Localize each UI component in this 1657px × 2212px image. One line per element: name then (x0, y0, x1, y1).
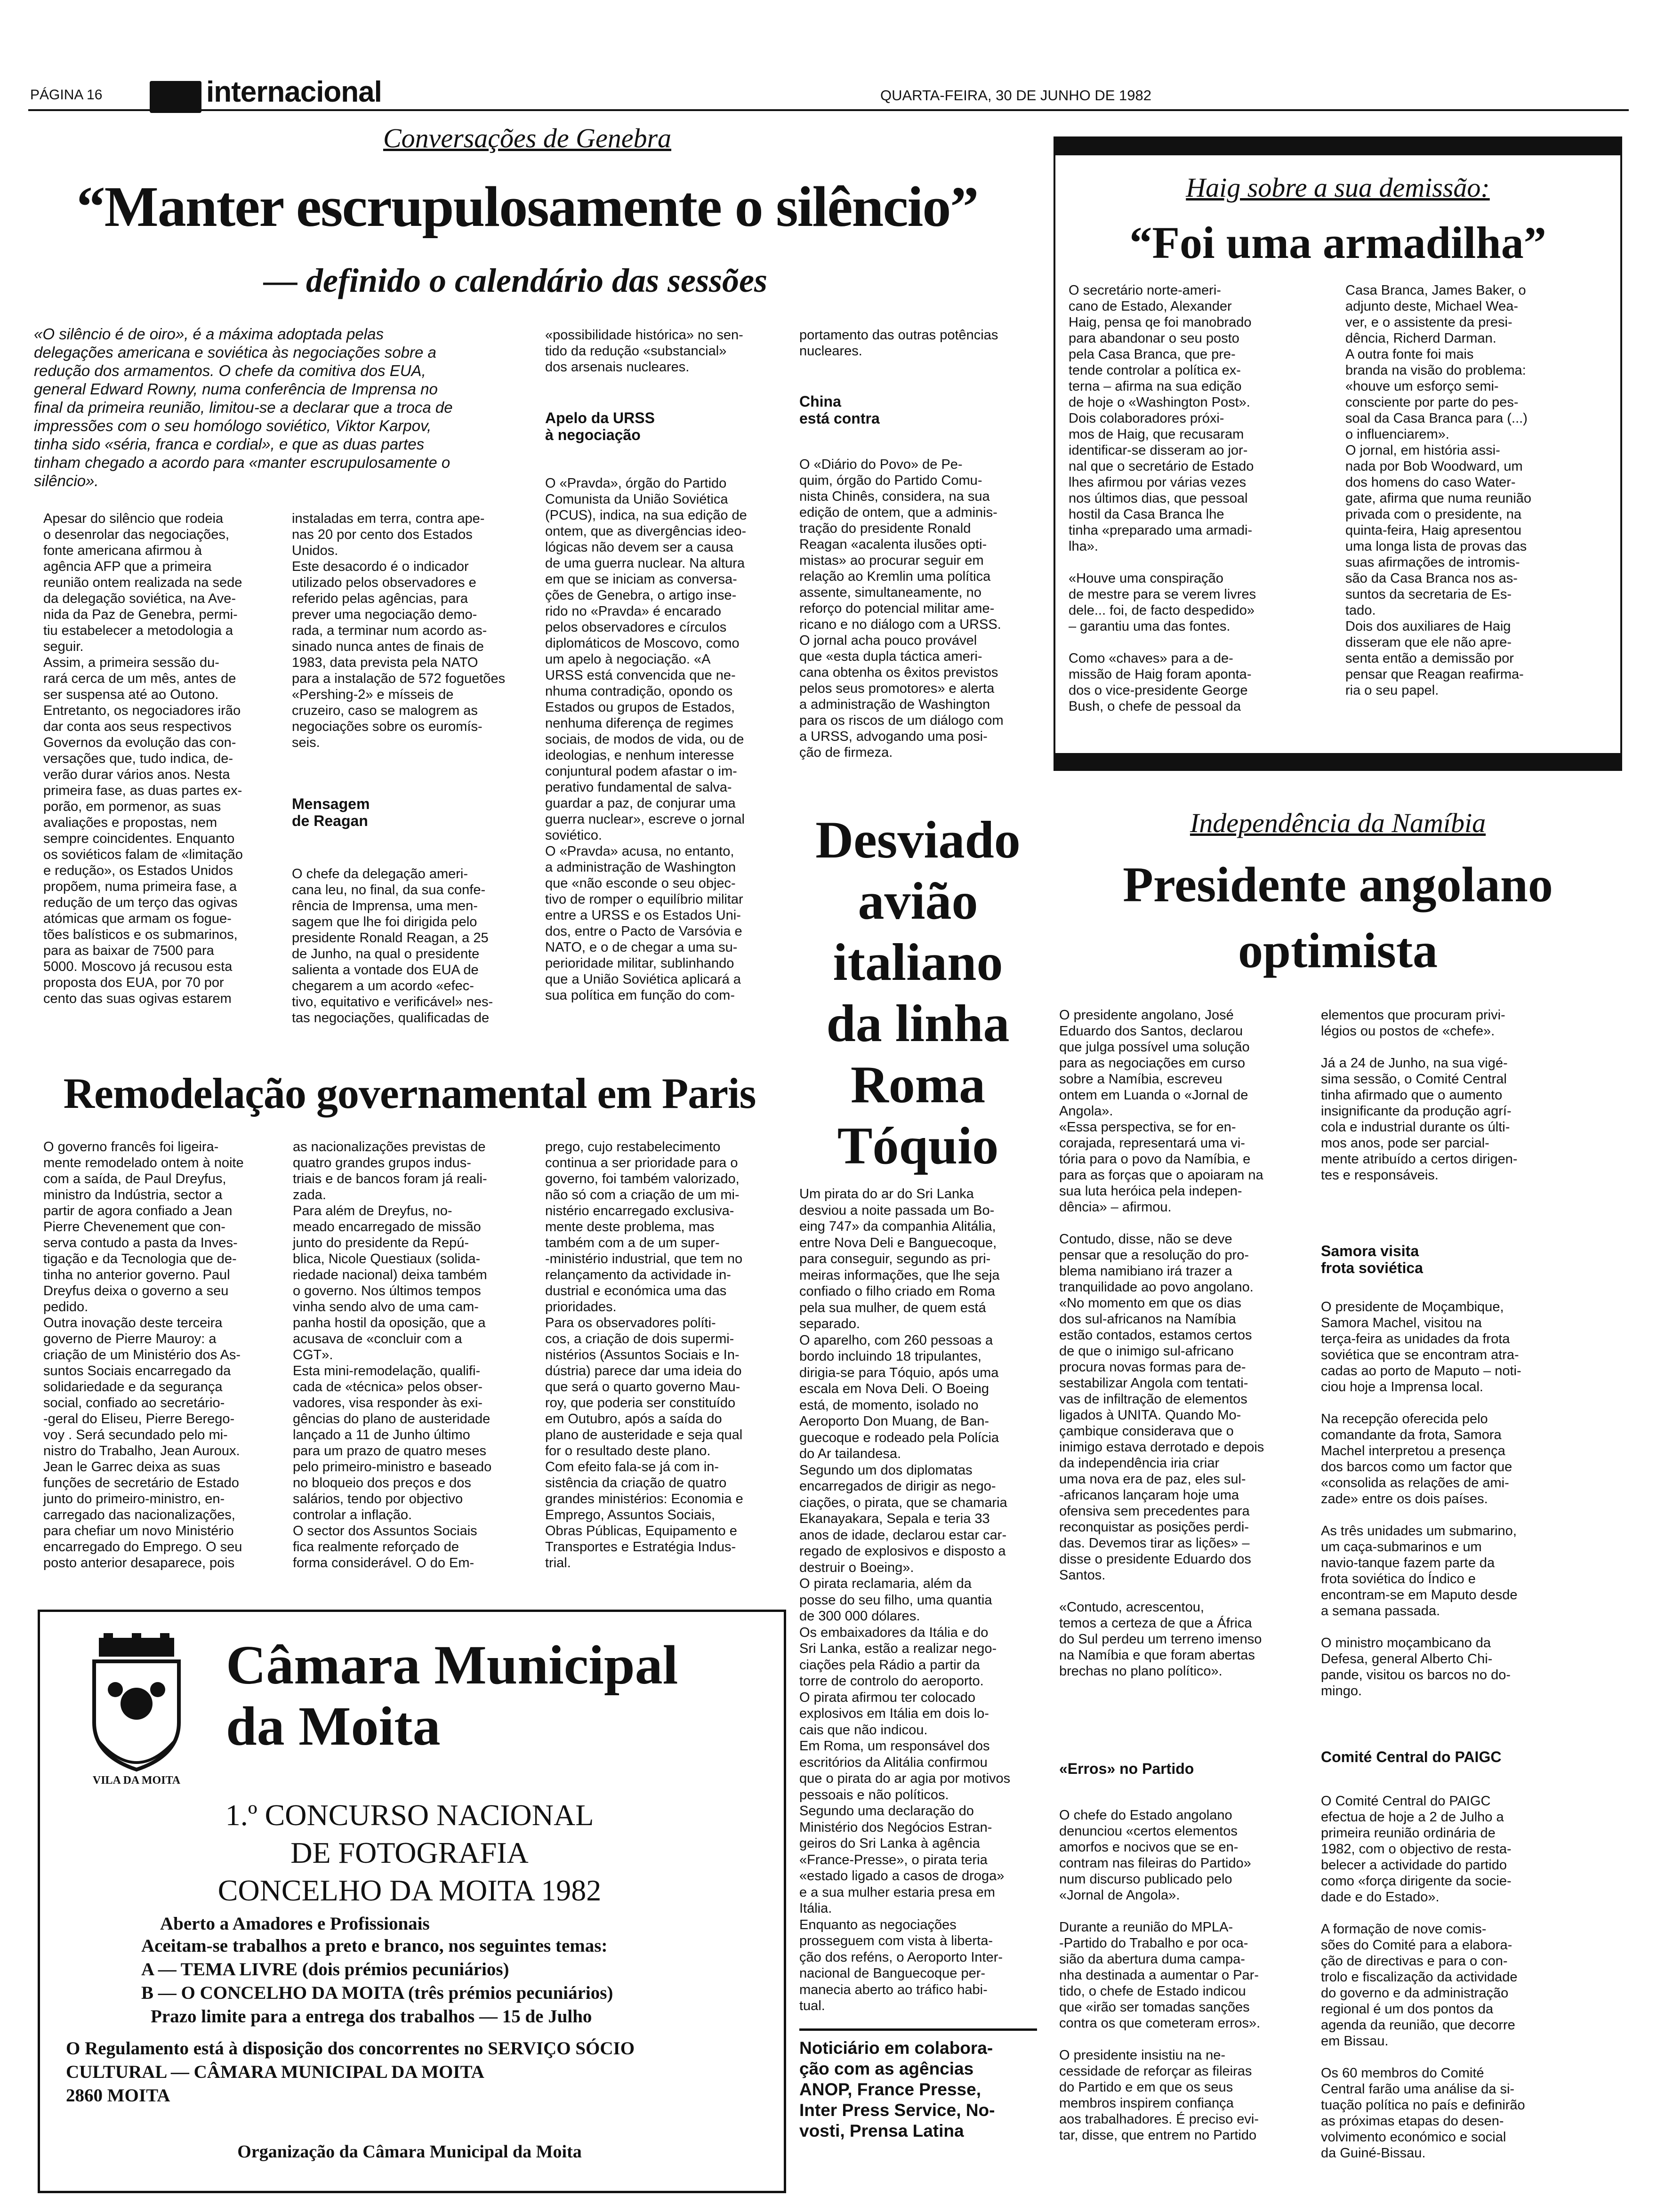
section-name: internacional (206, 76, 382, 108)
aviao-agencies-rule (799, 2028, 1037, 2031)
moita-ad-line-1: Aberto a Amadores e Profissionais (160, 1914, 430, 1934)
aviao-body: Um pirata do ar do Sri Lanka desviou a noite passada um Bo- eing 747» da companhia Alitália, entre Nova Deli e Banguecoque, para conseguir, segundo as pri- meiras informações, que lhe seja confiado o filho criado em Roma pela sua mulher, de quem está separado. O aparelho, com 260 pessoas a bordo incluindo 18 tripulantes, dirigia-se para Tóquio, após uma escala em Nova Deli. O Boeing está, de momento, isolado no Aeroporto Don Muang, de Ban- guecoque e rodeado pela Polícia do Ar tailandesa. Segundo um dos diplomatas encarregados de dirigir as nego- ciações, o pirata, que se chamaria Ekanayakara, Sepala e teria 33 anos de idade, declarou estar car- regado de explosivos e disposto a destruir o Boeing». O pirata reclamaria, além da posse do seu filho, uma quantia de 300 000 dólares. Os embaixadores da Itália e do Sri Lanka, estão a realizar nego- ciações pela Rádio a partir da torre de controlo do aeroporto. O pirata afirmou ter colocado explosivos em Itália em dois lo- cais que não indicou. Em Roma, um responsável dos escritórios da Alitália confirmou que o pirata do ar agia por motivos pessoais e não políticos. Segundo uma declaração do Ministério dos Negócios Estran- geiros do Sri Lanka à agência «France-Presse», o pirata teria «estado ligado a casos de droga» e a sua mulher estaria presa em Itália. Enquanto as negociações prosseguem com vista à liberta- ção dos reféns, o Aeroporto Inter- nacional de Banguecoque per- manecia aberto ao tráfico habi- tual. (799, 1186, 1011, 2013)
genebra-column-4a: portamento das outras potências nucleares. (799, 328, 998, 359)
genebra-column-2a: instaladas em terra, contra ape- nas 20 por cento dos Estados Unidos. Este desacordo é o indicador utilizado pelos observadores e referido pelas agências, para prever uma negociação demo- rada, a terminar num acordo as- sinado nunca antes de finais de 1983, data prevista pela NATO para a instalação de 572 foguetões «Pershing-2» e mísseis de cruzeiro, caso se malogrem as negociações sobre os euromís- seis. (292, 511, 506, 750)
moita-ad-line-5: Prazo limite para a entrega dos trabalhos — 15 de Julho (151, 2006, 592, 2027)
page-number: PÁGINA 16 (30, 87, 103, 103)
namibia-column-1: O presidente angolano, José Eduardo dos Santos, declarou que julga possível uma solução para as negociações em curso sobre a Namíbia, escreveu ontem em Luanda o «Jornal de Angola». «Essa perspectiva, se for en- corajada, representará uma vi- tória para o povo da Namíbia, e para as forças que o apoiaram na sua luta heróica pela indepen- dência» – afirmou. Contudo, disse, não se deve pensar que a resolução do pro- blema namibiano irá trazer a tranquilidade ao povo angolano. «No momento em que os dias dos sul-africanos na Namíbia estão contados, estamos certos de que o inimigo sul-africano procura novas formas para de- sestabilizar Angola com tentati- vas de infiltração de elementos ligados à UNITA. Quando Mo- çambique considerava que o inimigo estava derrotado e depois da independência iria criar uma nova era de paz, eles sul- -africanos lançaram hoje uma ofensiva sem precedentes para reconquistar as posições perdi- das. Devemos tirar as lições» – disse o presidente Eduardo dos Santos. «Contudo, acrescentou, temos a certeza de que a África do Sul perdeu um terreno imenso na Namíbia e que foram abertas brechas no plano político». (1059, 1008, 1264, 1679)
genebra-title: “Manter escrupulosamente o silêncio” (76, 175, 978, 239)
namibia-subhead-paigc: Comité Central do PAIGC (1321, 1748, 1502, 1765)
moita-emblem-ribbon: VILA DA MOITA (92, 1774, 181, 1787)
namibia-subhead-samora: Samora visita frota soviética (1321, 1242, 1423, 1276)
moita-contest-line-2: DE FOTOGRAFIA (290, 1836, 529, 1869)
moita-ad-footer: Organização da Câmara Municipal da Moita (237, 2142, 582, 2162)
paris-column-3: prego, cujo restabelecimento continua a ser prioridade para o governo, foi também valorizado, não só com a criação de um mi- nistério encarregado exclusiva- mente deste problema, mas também com a de um super- -ministério industrial, que tem no relançamento da actividade in- dustrial e económica uma das prioridades. Para os observadores políti- cos, a criação de dois supermi- nistérios (Assuntos Sociais e In- dústria) parece dar uma ideia do que será o quarto governo Mau- roy, que poderia ser constituído em Outubro, após a saída do plano de austeridade e seja qual for o resultado deste plano. Com efeito fala-se já com in- sistência da criação de quatro grandes ministérios: Economia e Emprego, Assuntos Sociais, Obras Públicas, Equipamento e Transportes e Estratégia Indus- trial. (545, 1139, 743, 1571)
moita-coat-of-arms-icon (66, 1633, 207, 1788)
genebra-subhead-china: China está contra (799, 393, 880, 427)
namibia-column-2b: O presidente de Moçambique, Samora Machel, visitou na terça-feira as unidades da frota soviética que se encontram atra- cadas ao porto de Maputo – noti- ciou hoje a Imprensa local. Na recepção oferecida pelo comandante da frota, Samora Machel interpretou a presença dos barcos como um factor que «consolida as relações de ami- zade» entre os dois países. As três unidades um submarino, um caça-submarinos e um navio-tanque fazem parte da frota soviética do Índico e encontram-se em Maputo desde a semana passada. O ministro moçambicano da Defesa, general Alberto Chi- pande, visitou os barcos no do- mingo. (1321, 1299, 1521, 1699)
paris-column-2: as nacionalizações previstas de quatro grandes grupos indus- triais e de bancos foram já reali- zada. Para além de Dreyfus, no- meado encarregado de missão junto do presidente da Repú- blica, Nicole Questiaux (solida- riedade nacional) deixa também o governo. Nos últimos tempos vinha sendo alvo de uma cam- panha hostil da oposição, que a acusava de «concluir com a CGT». Esta mini-remodelação, qualifi- cada de «técnica» pelos obser- vadores, visa responder às exi- gências do plano de austeridade lançado a 11 de Junho último para um prazo de quatro meses pelo primeiro-ministro e baseado no bloqueio dos preços e dos salários, tendo por objectivo controlar a inflação. O sector dos Assuntos Sociais fica realmente reforçado de forma considerável. O do Em- (293, 1139, 492, 1571)
haig-box-bottom-bar (1054, 753, 1622, 771)
namibia-column-2c: O Comité Central do PAIGC efectua de hoje a 2 de Julho a primeira reunião ordinária de 1982, com o objectivo de resta- belecer a actividade do partido como «força dirigente da socie- dade e do Estado». A formação de nove comis- sões do Comité para a elabora- ção de directivas e para o con- trolo e fiscalização da actividade do governo e da administração regional é um dos pontos da agenda da reunião, que decorre em Bissau. Os 60 membros do Comité Central farão uma análise da si- tuação política no país e definirão as próximas etapas do desen- volvimento económico e social da Guiné-Bissau. (1321, 1794, 1525, 2161)
genebra-column-3b: O «Pravda», órgão do Partido Comunista da União Soviética (PCUS), indica, na sua edição de ontem, que as divergências ideo- lógicas não devem ser a causa de uma guerra nuclear. Na altura em que se iniciam as conversa- ções de Genebra, o artigo inse- rido no «Pravda» é encarado pelos observadores e círculos diplomáticos de Moscovo, como um apelo à negociação. «A URSS está convencida que ne- nhuma contradição, opondo os Estados ou grupos de Estados, nenhuma diferença de regimes sociais, de modos de vida, ou de ideologias, e nenhum interesse conjuntural podem afastar o im- perativo fundamental de salva- guardar a paz, de conjurar uma guerra nuclear», escreve o jornal soviético. O «Pravda» acusa, no entanto, a administração de Washington que «não esconde o seu objec- tivo de romper o equilíbrio militar entre a URSS e os Estados Uni- dos, entre o Pacto de Varsóvia e NATO, e o de chegar a uma su- perioridade militar, sublinhando que a União Soviética aplicará a sua política em função do com- (545, 476, 747, 1003)
genebra-column-4b: O «Diário do Povo» de Pe- quim, órgão do Partido Comu- nista Chinês, considera, na sua edição de ontem, que a adminis- tração do presidente Ronald Reagan «acalenta ilusões opti- mistas» ao procurar seguir em relação ao Kremlin uma política assente, simultaneamente, no reforço do potencial militar ame- ricano e no diálogo com a URSS. O jornal acha pouco provável que «esta dupla táctica ameri- cana obtenha os êxitos previstos pelos seus promotores» e alerta a administração de Washington para os riscos de um diálogo com a URSS, advogando uma posi- ção de firmeza. (799, 457, 1004, 760)
namibia-column-2: elementos que procuram privi- légios ou postos de «chefe». Já a 24 de Junho, na sua vigé- sima sessão, o Comité Central tinha afirmado que o aumento insignificante da produção agrí- cola e industrial durante os últi- mos anos, pode ser parcial- mente atribuído a certos dirigen- tes e responsáveis. (1321, 1008, 1518, 1183)
genebra-column-3a: «possibilidade histórica» no sen- tido da redução «substancial» dos arsenais nucleares. (545, 328, 743, 375)
moita-ad-line-8: 2860 MOITA (66, 2085, 170, 2106)
namibia-column-1b: O chefe do Estado angolano denunciou «certos elementos amorfos e nocivos que se en- contram nas fileiras do Partido» num discurso publicado pelo «Jornal de Angola». Durante a reunião do MPLA- -Partido do Trabalho e por oca- sião da abertura duma campa- nha destinada a aumentar o Par- tido, o chefe de Estado indicou que «irão ser tomadas sanções contra os que cometeram erros». O presidente insistiu na ne- cessidade de reforçar as fileiras do Partido e em que os seus membros inspirem confiança aos trabalhadores. É preciso evi- tar, disse, que entrem no Partido (1059, 1808, 1261, 2143)
paris-column-1: O governo francês foi ligeira- mente remodelado ontem à noite com a saída, de Paul Dreyfus, ministro da Indústria, sector a partir de agora confiado a Jean Pierre Chevenement que con- serva contudo a pasta da Inves- tigação e da Tecnologia que de- tinha no anterior governo. Paul Dreyfus deixa o governo a seu pedido. Outra inovação deste terceira governo de Pierre Mauroy: a criação de um Ministério dos As- suntos Sociais encarregado da solidariedade e da segurança social, confiado ao secretário- -geral do Eliseu, Pierre Berego- voy . Será secundado pelo mi- nistro do Trabalho, Jean Auroux. Jean le Garrec deixa as suas funções de secretário de Estado junto do primeiro-ministro, en- carregado das nacionalizações, para chefiar um novo Ministério encarregado do Emprego. O seu posto anterior desaparece, pois (43, 1139, 244, 1571)
page-date: QUARTA-FEIRA, 30 DE JUNHO DE 1982 (880, 87, 1151, 104)
haig-box-top-bar (1054, 136, 1622, 155)
haig-column-2: Casa Branca, James Baker, o adjunto deste, Michael Wea- ver, e o assistente da presi- dência, Richerd Darman. A outra fonte foi mais branda na visão do problema: «houve um esforço semi- consciente por parte do pes- soal da Casa Branca para (...) o influenciarem». O jornal, em história assi- nada por Bob Woodward, um dos homens do caso Water- gate, afirma que numa reunião privada com o presidente, na quinta-feira, Haig apresentou uma longa lista de provas das suas afirmações de intromis- são da Casa Branca nos as- suntos da secretaria de Es- tado. Dois dos auxiliares de Haig disseram que ele não apre- senta então a demissão por pensar que Reagan reafirma- ria o seu papel. (1345, 283, 1531, 698)
haig-title: “Foi uma armadilha” (1129, 217, 1546, 268)
aviao-title: Desviado avião italiano da linha Roma Tóquio (815, 811, 1021, 1175)
moita-contest-line-3: CONCELHO DA MOITA 1982 (217, 1874, 602, 1907)
genebra-kicker: Conversações de Genebra (383, 123, 672, 153)
paris-title: Remodelação governamental em Paris (63, 1069, 756, 1117)
aviao-agencies: Noticiário em colabora- ção com as agências ANOP, France Presse, Inter Press Service, No- vosti, Prensa Latina (799, 2038, 995, 2140)
moita-ad-line-2: Aceitam-se trabalhos a preto e branco, nos seguintes temas: (141, 1936, 608, 1956)
genebra-subhead-reagan: Mensagem de Reagan (292, 795, 370, 829)
namibia-title: Presidente angolano optimista (1123, 857, 1553, 978)
moita-title-1: Câmara Municipal (226, 1634, 678, 1696)
namibia-subhead-erros: «Erros» no Partido (1059, 1760, 1194, 1777)
moita-title-2: da Moita (226, 1695, 441, 1757)
section-logo-icon (150, 81, 201, 113)
genebra-subtitle: — definido o calendário das sessões (264, 262, 767, 299)
header-rule (28, 109, 1629, 111)
haig-column-1: O secretário norte-ameri- cano de Estado, Alexander Haig, pensa qe foi manobrado para abandonar o seu posto pela Casa Branca, que pre- tende controlar a política ex- terna – afirma na sua edição de hoje o «Washington Post». Dois colaboradores próxi- mos de Haig, que recusaram identificar-se disseram ao jor- nal que o secretário de Estado lhes afirmou por várias vezes nos últimos dias, que pessoal hostil da Casa Branca lhe tinha «preparado uma armadi- lha». «Houve uma conspiração de mestre para se verem livres dele... foi, de facto despedido» – garantiu uma das fontes. Como «chaves» para a de- missão de Haig foram aponta- dos o vice-presidente George Bush, o chefe de pessoal da (1069, 283, 1256, 714)
genebra-subhead-urss: Apelo da URSS à negociação (545, 409, 655, 443)
haig-kicker: Haig sobre a sua demissão: (1186, 172, 1490, 203)
namibia-kicker: Independência da Namíbia (1190, 808, 1486, 838)
moita-ad-line-6: O Regulamento está à disposição dos concorrentes no SERVIÇO SÓCIO (66, 2038, 635, 2059)
moita-ad-line-3: A — TEMA LIVRE (dois prémios pecuniários) (141, 1959, 509, 1980)
moita-ad-line-4: B — O CONCELHO DA MOITA (três prémios pecuniários) (141, 1983, 613, 2003)
genebra-column-2b: O chefe da delegação ameri- cana leu, no final, da sua confe- rência de Imprensa, uma men- sagem que lhe foi dirigida pelo presidente Ronald Reagan, a 25 de Junho, na qual o presidente salienta a vontade dos EUA de chegarem a um acordo «efec- tivo, equitativo e verificável» nes- tas negociações, qualificadas de (292, 866, 493, 1026)
moita-contest-line-1: 1.º CONCURSO NACIONAL (225, 1798, 594, 1832)
genebra-lead: «O silêncio é de oiro», é a máxima adoptada pelas delegações americana e soviética às negociações sobre a redução dos armamentos. O chefe da comitiva dos EUA, general Edward Rowny, numa conferência de Imprensa no final da primeira reunião, limitou-se a declarar que a troca de impressões com o seu homólogo soviético, Viktor Karpov, tinha sido «séria, franca e cordial», e que as duas partes tinham chegado a acordo para «manter escrupulosamente o silêncio». (34, 325, 453, 489)
genebra-column-1: Apesar do silêncio que rodeia o desenrolar das negociações, fonte americana afirmou à agência AFP que a primeira reunião ontem realizada na sede da delegação soviética, na Ave- nida da Paz de Genebra, permi- tiu estabelecer a metodologia a seguir. Assim, a primeira sessão du- rará cerca de um mês, antes de ser suspensa até ao Outono. Entretanto, os negociadores irão dar conta aos seus respectivos Governos da evolução das con- versações que, tudo indica, de- verão durar vários anos. Nesta primeira fase, as duas partes ex- porão, em pormenor, as suas avaliações e propostas, nem sempre coincidentes. Enquanto os soviéticos falam de «limitação e redução», os Estados Unidos propõem, numa primeira fase, a redução de um terço das ogivas atómicas que armam os fogue- tões balísticos e os submarinos, para as baixar de 7500 para 5000. Moscovo já recusou esta proposta dos EUA, por 70 por cento das suas ogivas estarem (43, 511, 243, 1006)
moita-ad-line-7: CULTURAL — CÂMARA MUNICIPAL DA MOITA (66, 2062, 484, 2082)
